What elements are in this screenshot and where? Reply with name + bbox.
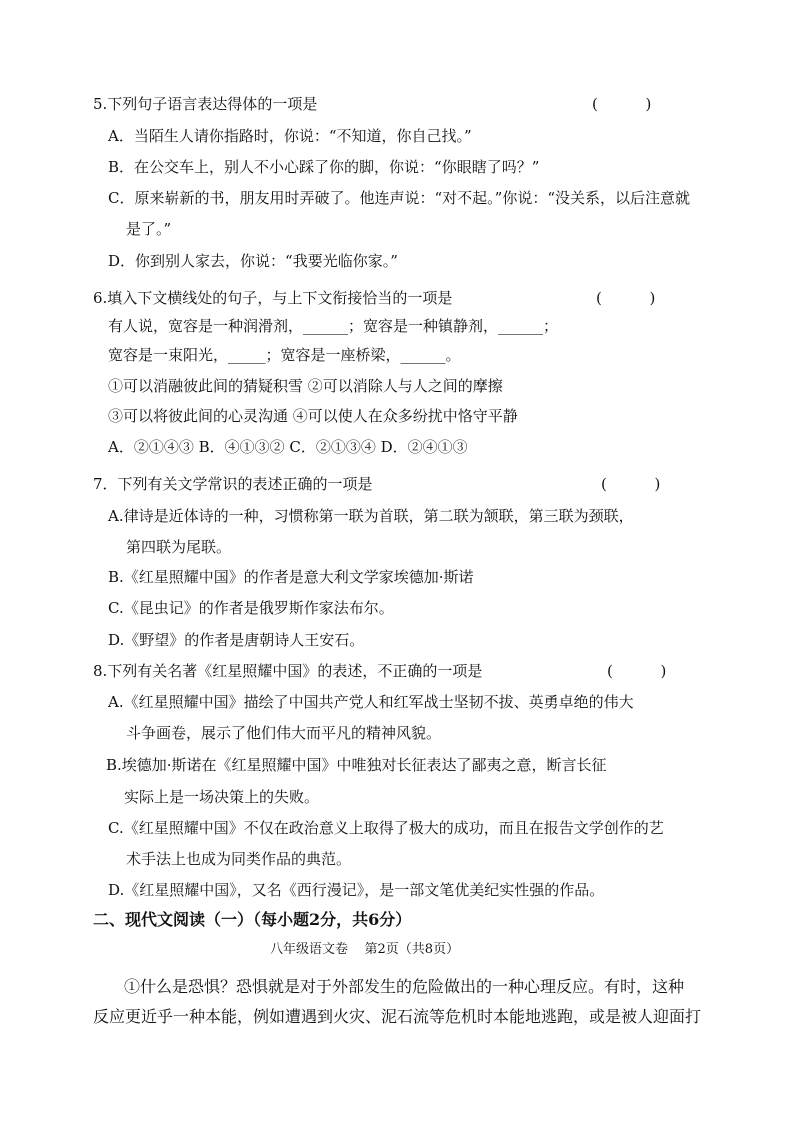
q8-option-b: B.埃德加·斯诺在《红星照耀中国》中唯独对长征表达了鄙夷之意，断言长征 [106,756,607,774]
q5-option-c: C．原来崭新的书，朋友用时弄破了。他连声说：“对不起。”你说：“没关系，以后注意就 [108,189,690,207]
q8-answer-paren: ( ) [607,662,667,680]
q7-option-d: D.《野望》的作者是唐朝诗人王安石。 [108,631,365,649]
q7-option-a: A.律诗是近体诗的一种，习惯称第一联为首联，第二联为颔联，第三联为颈联， [108,507,634,525]
q6-text-line: 宽容是一束阳光，_____；宽容是一座桥梁，______。 [108,346,461,364]
q8-option-a-cont: 斗争画卷，展示了他们伟大而平凡的精神风貌。 [126,724,442,742]
q7-stem: 7．下列有关文学常识的表述正确的一项是 [93,475,373,493]
q6-choice-line: ③可以将彼此间的心灵沟通 ④可以使人在众多纷扰中恪守平静 [108,407,518,425]
q6-choice-line: ①可以消融彼此间的猜疑积雪 ②可以消除人与人之间的摩擦 [108,377,503,395]
q5-stem: 5.下列句子语言表达得体的一项是 [93,95,318,113]
page-footer: 八年级语文卷 第2页（共8页） [270,942,460,957]
q8-option-a: A.《红星照耀中国》描绘了中国共产党人和红军战士坚韧不拔、英勇卓绝的伟大 [108,693,634,711]
q7-option-c: C.《昆虫记》的作者是俄罗斯作家法布尔。 [108,599,394,617]
q8-option-c-cont: 术手法上也成为同类作品的典范。 [126,850,352,868]
q8-option-d: D.《红星照耀中国》，又名《西行漫记》，是一部文笔优美纪实性强的作品。 [108,881,605,899]
q6-stem: 6.填入下文横线处的句子，与上下文衔接恰当的一项是 [93,289,453,307]
q8-option-c: C.《红星照耀中国》不仅在政治意义上取得了极大的成功，而且在报告文学创作的艺 [108,819,664,837]
q6-options: A．②①④③ B．④①③② C．②①③④ D．②④①③ [108,438,468,456]
q6-text-line: 有人说，宽容是一种润滑剂，______；宽容是一种镇静剂，______； [108,317,559,335]
q5-answer-paren: ( ) [592,95,652,113]
q5-option-d: D．你到别人家去，你说：“我要光临你家。” [108,252,398,270]
q5-option-b: B．在公交车上，别人不小心踩了你的脚，你说：“你眼瞎了吗？” [108,158,540,176]
q7-answer-paren: ( ) [601,475,661,493]
q5-option-a: A．当陌生人请你指路时，你说：“不知道，你自己找。” [108,127,472,145]
q8-option-b-cont: 实际上是一场决策上的失败。 [124,788,320,806]
passage-line: 反应更近乎一种本能，例如遭遇到火灾、泥石流等危机时本能地逃跑，或是被人迎面打 [93,1007,702,1026]
q7-option-b: B.《红星照耀中国》的作者是意大利文学家埃德加·斯诺 [108,568,474,586]
q8-stem: 8.下列有关名著《红星照耀中国》的表述，不正确的一项是 [93,662,483,680]
q7-option-a-cont: 第四联为尾联。 [126,538,232,556]
q6-answer-paren: ( ) [596,289,656,307]
q5-option-c-cont: 是了。” [126,220,172,238]
section-heading: 二、现代文阅读（一）（每小题2分，共6分） [93,910,412,929]
passage-line: ①什么是恐惧？恐惧就是对于外部发生的危险做出的一种心理反应。有时，这种 [124,977,685,996]
